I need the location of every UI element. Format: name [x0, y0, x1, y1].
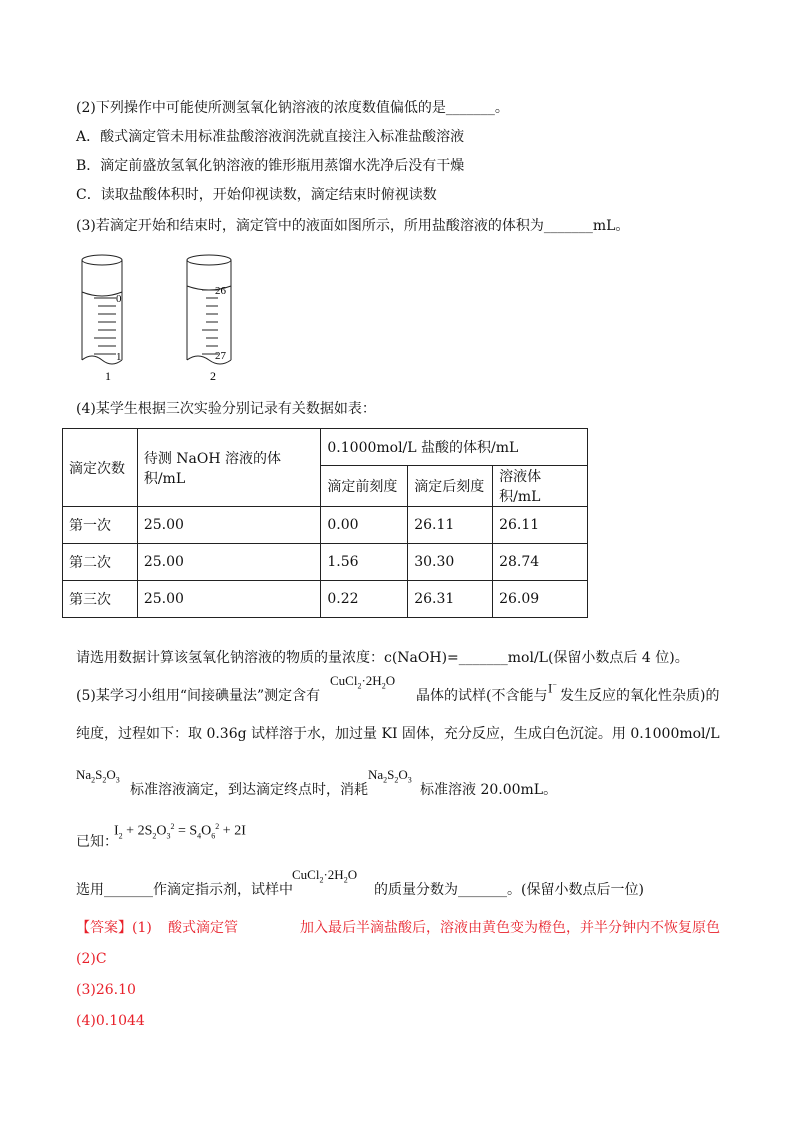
- q5-line5-b: 的质量分数为_______。(保留小数点后一位): [374, 882, 644, 898]
- answer-1-part2: 加入最后半滴盐酸后，溶液由黄色变为橙色，并半分钟内不恢复原色: [300, 920, 720, 936]
- burette-1-caption: 1: [105, 369, 111, 383]
- cell-trial: 第一次: [63, 507, 138, 544]
- q2-option-c: C．读取盐酸体积时，开始仰视读数，滴定结束时俯视读数: [76, 187, 437, 203]
- cell-naoh: 25.00: [137, 544, 321, 581]
- table-row: [63, 581, 588, 618]
- q5-known-label: 已知：: [76, 834, 118, 850]
- header-after: 滴定后刻度: [408, 466, 493, 507]
- header-before: 滴定前刻度: [321, 466, 408, 507]
- burette-2-mark-top: 26: [215, 285, 226, 297]
- q5-line5-a: 选用_______作滴定指示剂，试样中: [76, 882, 293, 898]
- q5-line3-a: 标准溶液滴定，到达滴定终点时，消耗: [130, 782, 368, 798]
- q5-line3-b: 标准溶液 20.00mL。: [420, 782, 558, 798]
- q4-followup: 请选用数据计算该氢氧化钠溶液的物质的量浓度：c(NaOH)=_______mol/L(保留小数点后 4 位)。: [76, 650, 689, 666]
- answer-1-part1: 酸式滴定管: [168, 920, 238, 936]
- header-naoh-volume: 待测 NaOH 溶液的体积/mL: [137, 429, 321, 507]
- table-row: [63, 544, 588, 581]
- cell-after: 26.11: [408, 507, 493, 544]
- q3-stem: (3)若滴定开始和结束时，滴定管中的液面如图所示，所用盐酸溶液的体积为_______mL。: [76, 218, 630, 234]
- burette-1: [82, 255, 122, 364]
- q2-option-a: A．酸式滴定管未用标准盐酸溶液润洗就直接注入标准盐酸溶液: [76, 129, 465, 145]
- q5-line1-b: 晶体的试样(不含能与: [416, 688, 548, 704]
- formula-iodine-thiosulfate-equation: $I_2 + 2S_2O_3^2 = S_4O_6^2 + 2I$: [114, 822, 246, 841]
- header-trial: 滴定次数: [63, 429, 138, 507]
- formula-na2s2o3: $Na_2S_2O_3$: [368, 767, 412, 785]
- q5-line1-a: (5)某学习小组用“间接碘量法”测定含有: [76, 688, 321, 704]
- burette-1-mark-bottom: 1: [116, 351, 122, 363]
- header-hcl-volume: 0.1000mol/L 盐酸的体积/mL: [321, 429, 588, 466]
- burette-2-mark-bottom: 27: [215, 350, 226, 362]
- cell-after: 30.30: [408, 544, 493, 581]
- cell-volume: 26.09: [493, 581, 588, 618]
- cell-volume: 28.74: [493, 544, 588, 581]
- header-solution-volume: 溶液体积/mL: [493, 466, 588, 507]
- formula-na2s2o3: $Na_2S_2O_3$: [76, 767, 120, 785]
- answer-4: (4)0.1044: [76, 1013, 145, 1029]
- q5-line1-c: 发生反应的氧化性杂质)的: [560, 688, 720, 704]
- cell-before: 0.22: [321, 581, 408, 618]
- cell-volume: 26.11: [493, 507, 588, 544]
- q5-line2: 纯度，过程如下：取 0.36g 试样溶于水，加过量 KI 固体，充分反应，生成白色沉淀。用 0.1000mol/L: [76, 726, 720, 742]
- answer-label: 【答案】(1): [76, 920, 152, 936]
- titration-data-table: [62, 428, 588, 618]
- table-row: [63, 507, 588, 544]
- cell-before: 1.56: [321, 544, 408, 581]
- cell-before: 0.00: [321, 507, 408, 544]
- answer-2: (2)C: [76, 951, 107, 967]
- burette-2-caption: 2: [210, 369, 216, 383]
- cell-naoh: 25.00: [137, 507, 321, 544]
- q4-stem: (4)某学生根据三次实验分别记录有关数据如表：: [76, 401, 376, 417]
- burette-1-mark-top: 0: [116, 293, 122, 305]
- burette-figure: [76, 248, 266, 388]
- cell-naoh: 25.00: [137, 581, 321, 618]
- burette-2: [187, 255, 231, 364]
- formula-cucl2-2h2o: $CuCl_2\cdot 2H_2O$: [330, 673, 396, 691]
- cell-trial: 第二次: [63, 544, 138, 581]
- q2-stem: (2)下列操作中可能使所测氢氧化钠溶液的浓度数值偏低的是_______。: [76, 100, 509, 116]
- cell-after: 26.31: [408, 581, 493, 618]
- formula-iodide: I−: [548, 680, 557, 696]
- formula-cucl2-2h2o: $CuCl_2\cdot 2H_2O$: [292, 867, 358, 885]
- cell-trial: 第三次: [63, 581, 138, 618]
- q2-option-b: B．滴定前盛放氢氧化钠溶液的锥形瓶用蒸馏水洗净后没有干燥: [76, 158, 465, 174]
- answer-3: (3)26.10: [76, 982, 136, 998]
